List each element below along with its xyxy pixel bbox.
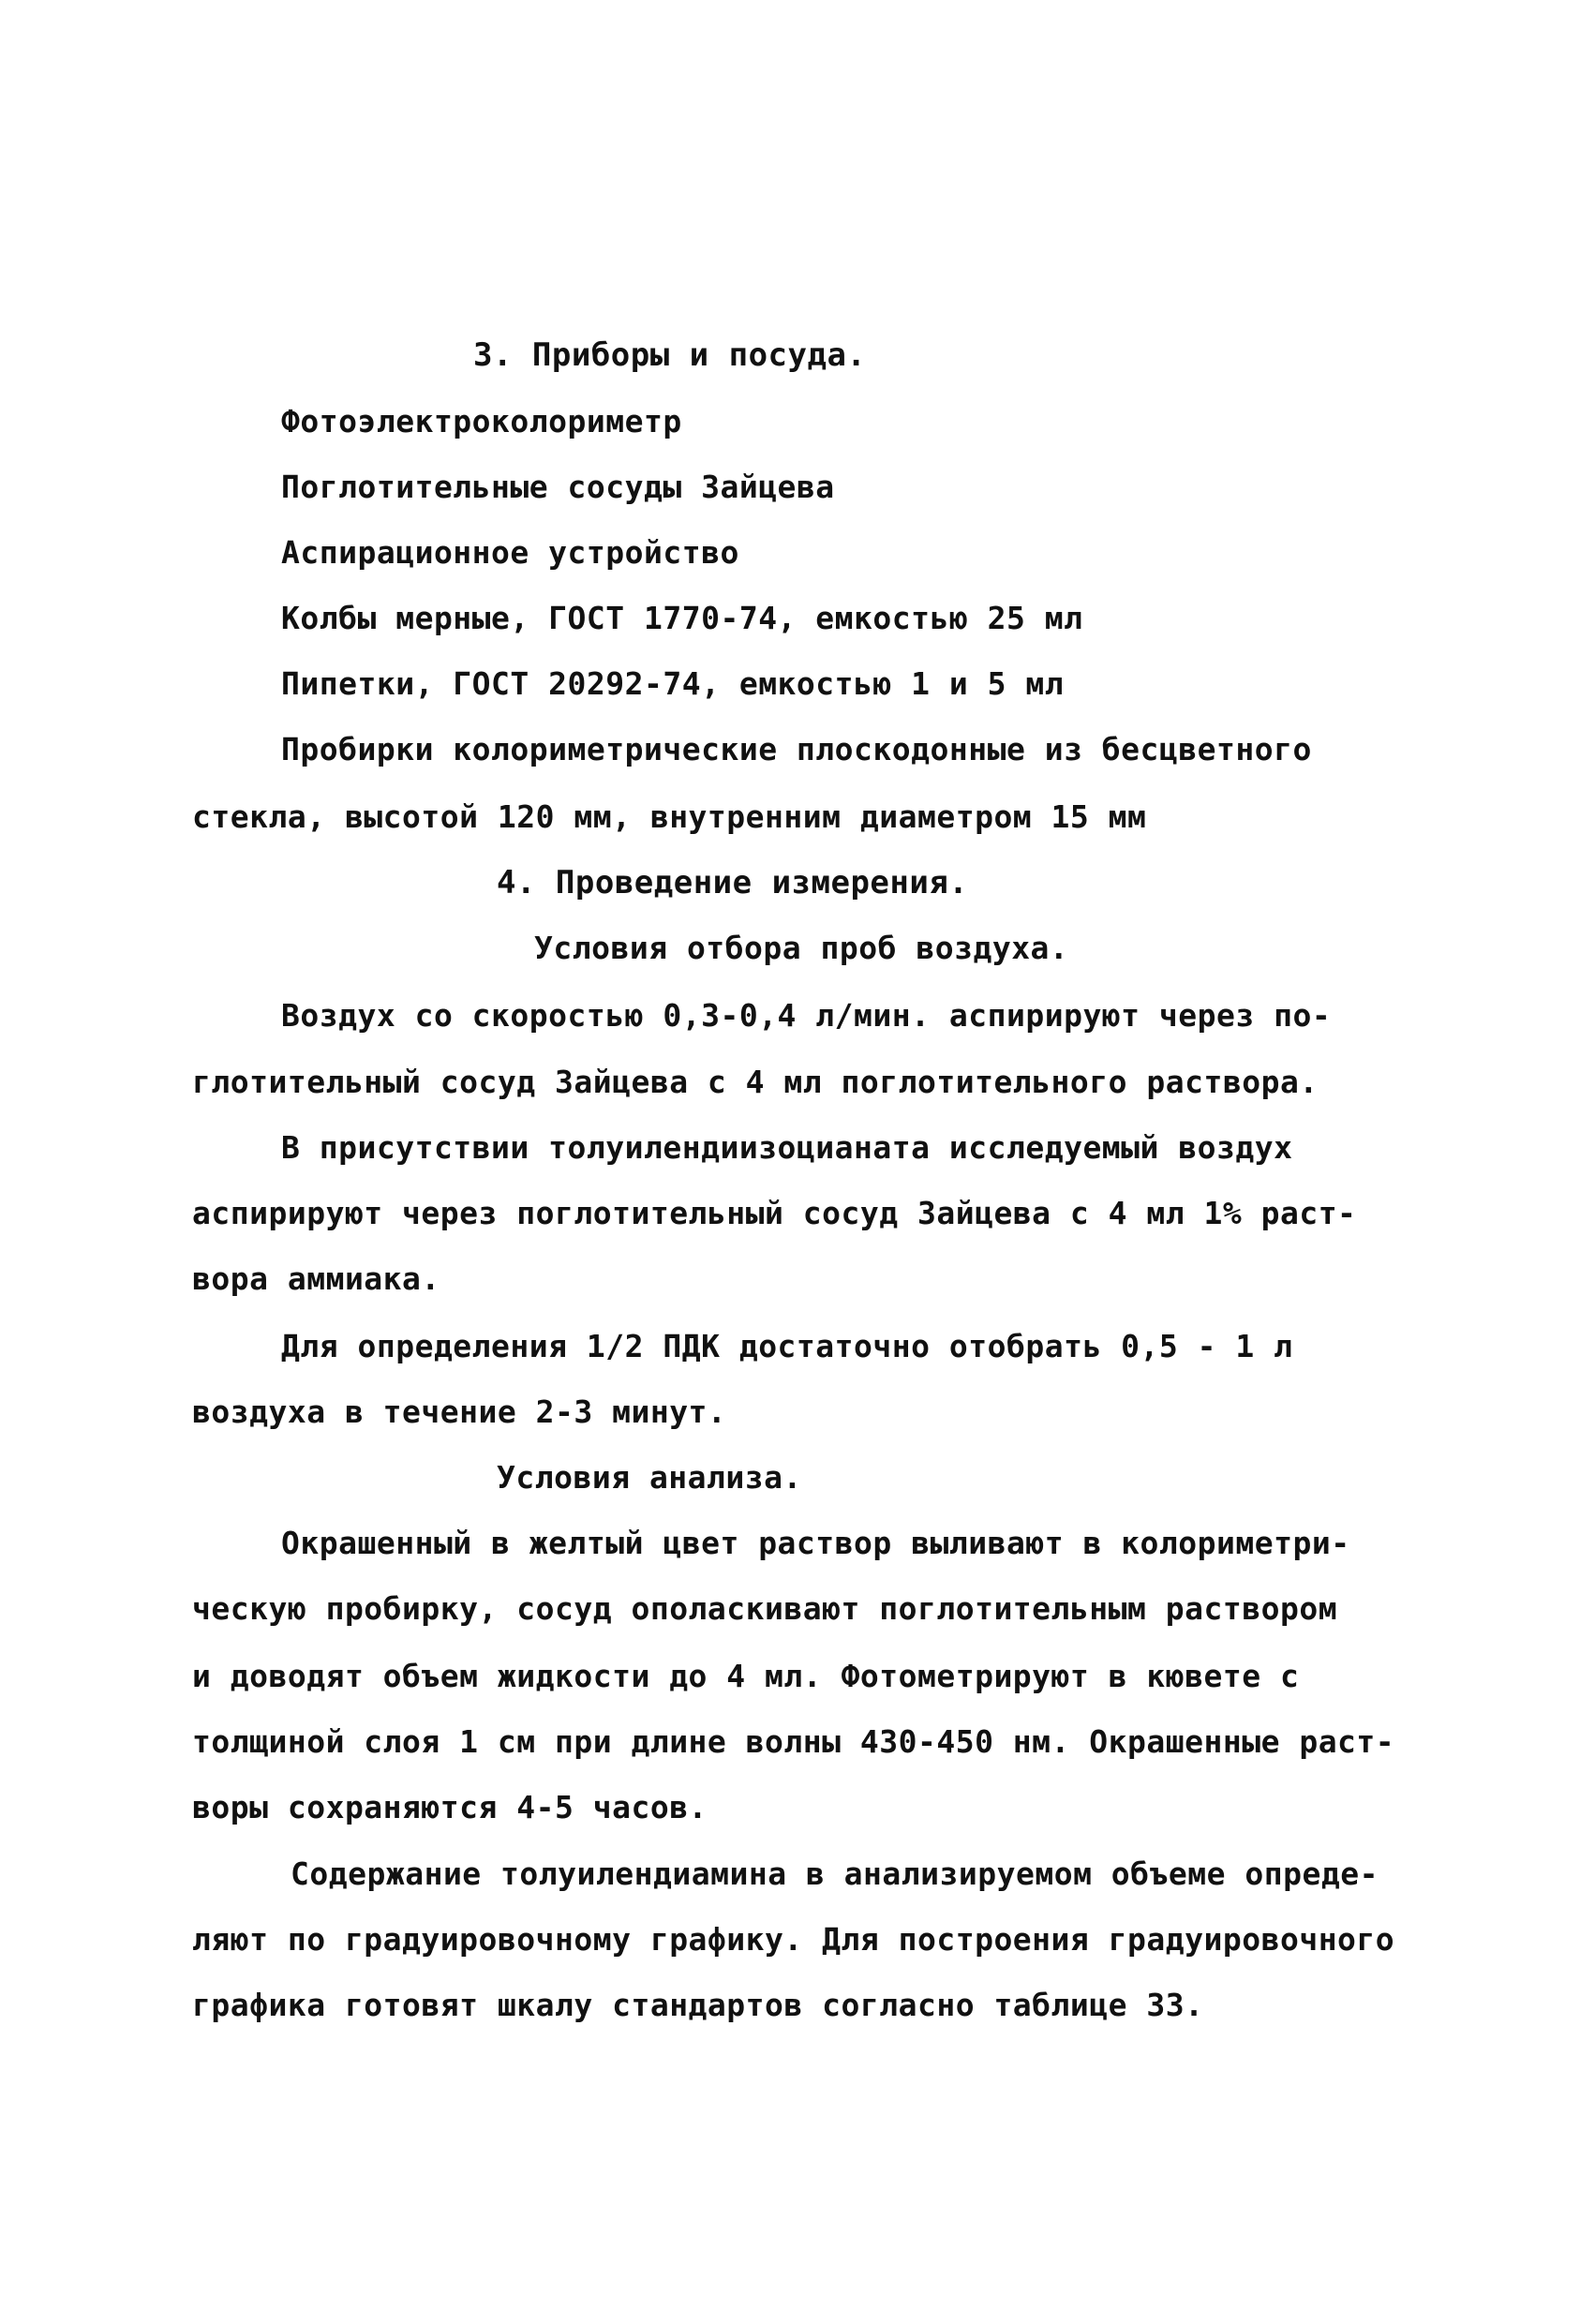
paragraph-line: ляют по градуировочному графику. Для построения градуировочного xyxy=(192,1921,1395,1958)
paragraph-line: Окрашенный в желтый цвет раствор выливают в колориметри- xyxy=(281,1525,1350,1561)
sampling-subheading: Условия отбора проб воздуха. xyxy=(534,930,1069,966)
section-4-heading: 4. Проведение измерения. xyxy=(497,864,969,901)
paragraph-line: глотительный сосуд Зайцева с 4 мл поглотительного раствора. xyxy=(192,1064,1319,1100)
paragraph-line: Воздух со скоростью 0,3-0,4 л/мин. аспирируют через по- xyxy=(281,997,1332,1034)
paragraph-line: Содержание толуилендиамина в анализируемом объеме опреде- xyxy=(291,1855,1379,1892)
paragraph-line: воры сохраняются 4-5 часов. xyxy=(192,1789,708,1825)
paragraph-line: ческую пробирку, сосуд ополаскивают поглотительным раствором xyxy=(192,1590,1338,1627)
equipment-item: Аспирационное устройство xyxy=(281,534,739,571)
equipment-item: Пробирки колориметрические плоскодонные из бесцветного xyxy=(281,731,1312,767)
paragraph-line: воздуха в течение 2-3 минут. xyxy=(192,1393,727,1430)
equipment-item: Колбы мерные, ГОСТ 1770-74, емкостью 25 мл xyxy=(281,600,1083,636)
paragraph-line: толщиной слоя 1 см при длине волны 430-450 нм. Окрашенные раст- xyxy=(192,1723,1395,1760)
equipment-item: Поглотительные сосуды Зайцева xyxy=(281,469,835,505)
equipment-item-continued: стекла, высотой 120 мм, внутренним диаметром 15 мм xyxy=(192,798,1147,835)
paragraph-line: вора аммиака. xyxy=(192,1260,440,1297)
section-3-heading: 3. Приборы и посуда. xyxy=(473,336,867,374)
equipment-item: Фотоэлектроколориметр xyxy=(281,403,682,439)
paragraph-line: графика готовят шкалу стандартов согласно таблице 33. xyxy=(192,1987,1204,2023)
paragraph-line: Для определения 1/2 ПДК достаточно отобрать 0,5 - 1 л xyxy=(281,1328,1293,1364)
equipment-item: Пипетки, ГОСТ 20292-74, емкостью 1 и 5 мл xyxy=(281,665,1065,702)
paragraph-line: В присутствии толуилендиизоцианата исследуемый воздух xyxy=(281,1129,1293,1166)
paragraph-line: аспирируют через поглотительный сосуд Зайцева с 4 мл 1% раст- xyxy=(192,1195,1357,1231)
paragraph-line: и доводят объем жидкости до 4 мл. Фотометрируют в кювете с xyxy=(192,1658,1300,1694)
analysis-subheading: Условия анализа. xyxy=(497,1459,802,1496)
